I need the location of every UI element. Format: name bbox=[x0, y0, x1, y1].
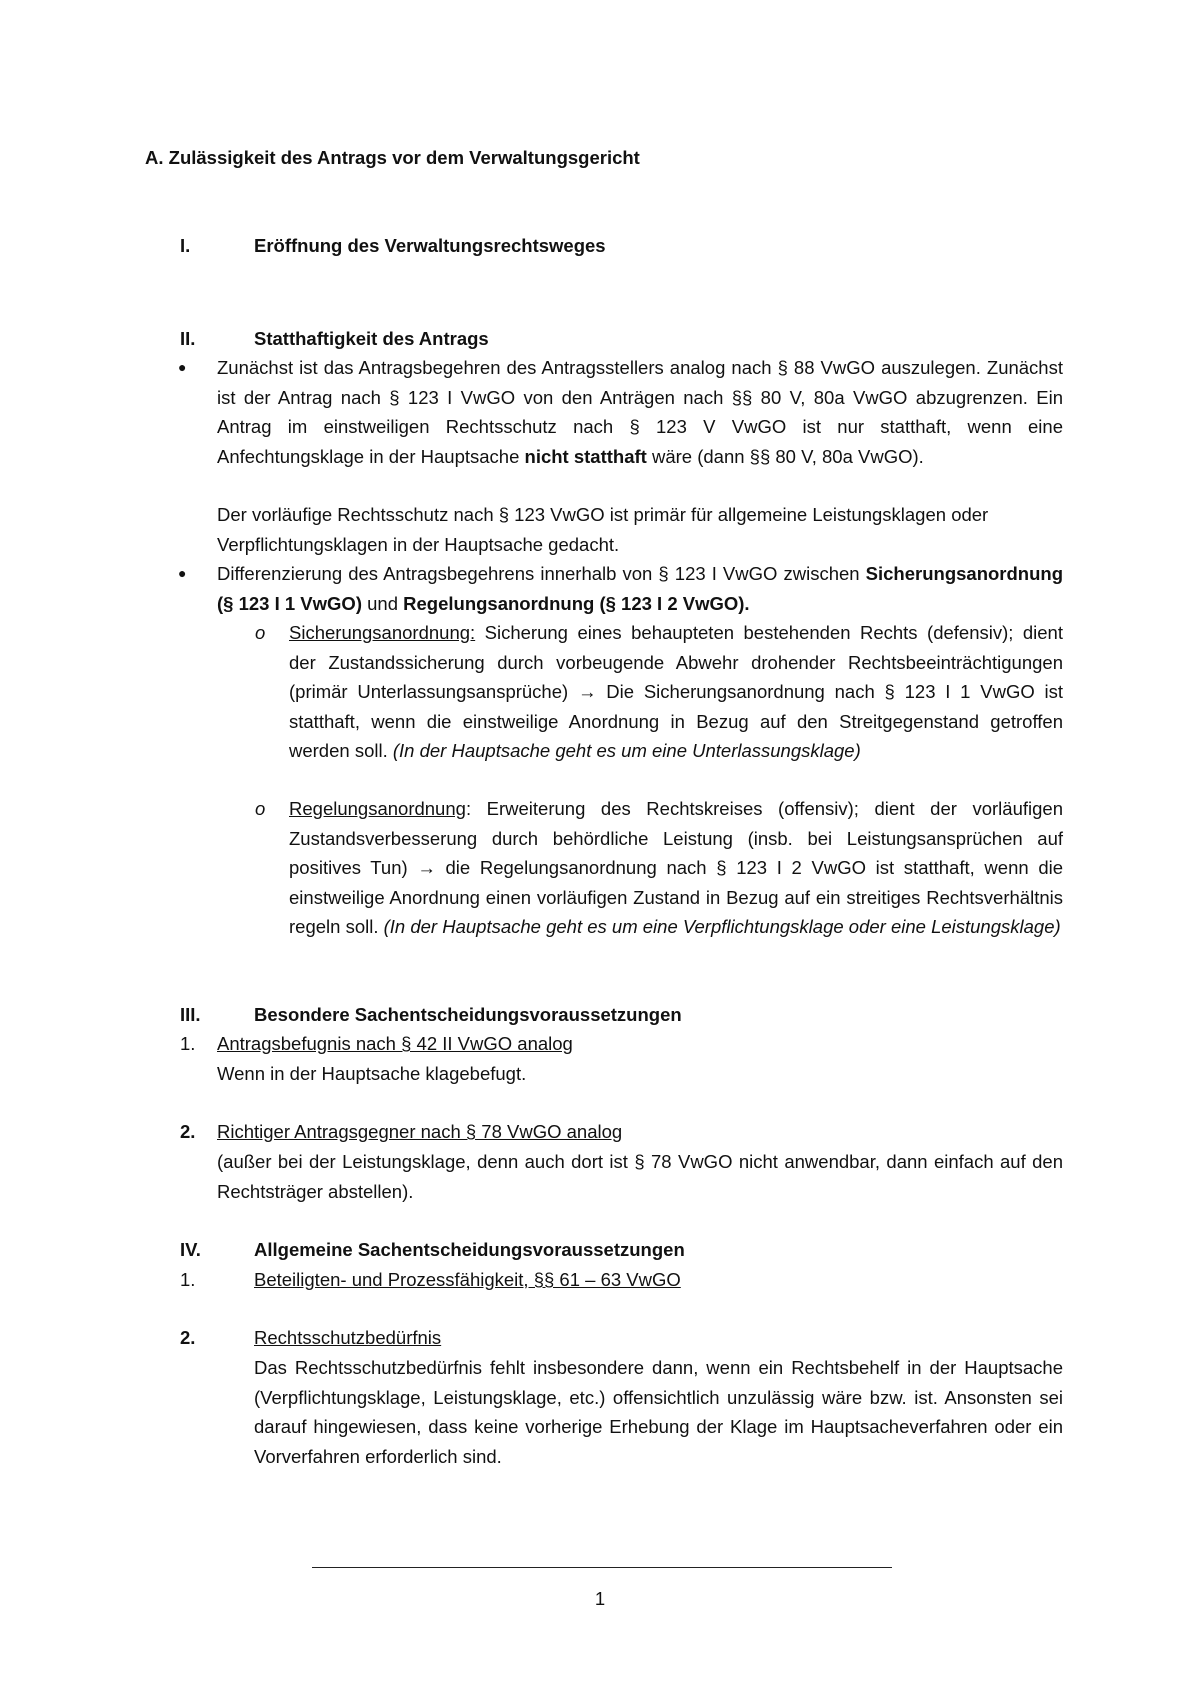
list-number: 1. bbox=[180, 1269, 196, 1290]
list-number: 2. bbox=[180, 1121, 196, 1142]
section-heading-2 bbox=[180, 324, 1080, 354]
italic-note: (In der Hauptsache geht es um eine Verpflichtungsklage oder eine Leistungsklage) bbox=[383, 916, 1061, 937]
italic-note: (In der Hauptsache geht es um eine Unterlassungsklage) bbox=[392, 740, 861, 761]
item-heading: Beteiligten- und Prozessfähigkeit, §§ 61 – 63 VwGO bbox=[254, 1269, 681, 1290]
sub-bullet-marker: o bbox=[255, 622, 266, 643]
bullet-icon: ● bbox=[178, 565, 187, 581]
arrow-icon: → bbox=[417, 857, 436, 878]
section-number: II. bbox=[180, 328, 196, 349]
section-title: Allgemeine Sachentscheidungsvoraussetzungen bbox=[254, 1239, 685, 1260]
bold-text: Sicherungsanordnung (§ 123 I 1 VwGO) bbox=[217, 563, 1063, 614]
sub-paragraph-sicherung bbox=[289, 618, 1063, 766]
item-text: (außer bei der Leistungsklage, denn auch dort ist § 78 VwGO nicht anwendbar, dann einfach auf den Rechtsträger abstellen). bbox=[217, 1151, 1063, 1202]
section-title: Besondere Sachentscheidungsvoraussetzungen bbox=[254, 1004, 682, 1025]
section-heading-4 bbox=[180, 1235, 1080, 1265]
term-label: Regelungsanordnung bbox=[289, 798, 466, 819]
page-title: A. Zulässigkeit des Antrags vor dem Verwaltungsgericht bbox=[145, 147, 640, 168]
text-run: und bbox=[367, 592, 398, 614]
bullet-paragraph-2 bbox=[217, 559, 1063, 618]
list-number: 2. bbox=[180, 1327, 196, 1348]
section-number: III. bbox=[180, 1004, 201, 1025]
item-heading: Rechtsschutzbedürfnis bbox=[254, 1327, 442, 1348]
text-run: : Erweiterung des Rechtskreises (offensiv); dient der vorläufigen Zustandsverbesserung durch behördliche Leistung (insb. bei Leistungsansprüchen auf positives Tun) bbox=[289, 798, 1063, 878]
bold-text: Regelungsanordnung (§ 123 I 2 VwGO). bbox=[403, 592, 750, 614]
text-run: Differenzierung des Antragsbegehrens innerhalb von § 123 I VwGO zwischen bbox=[217, 563, 860, 584]
section-heading-1 bbox=[180, 231, 1080, 261]
section-number: I. bbox=[180, 235, 191, 256]
section-number: IV. bbox=[180, 1239, 201, 1260]
paragraph-note: Der vorläufige Rechtsschutz nach § 123 VwGO ist primär für allgemeine Leistungsklagen oder Verpflichtungsklagen in der Hauptsache gedacht. bbox=[217, 504, 989, 555]
item-text: Das Rechtsschutzbedürfnis fehlt insbesondere dann, wenn ein Rechtsbehelf in der Hauptsache (Verpflichtungsklage, Leistungsklage, etc.) offensichtlich unzulässig wäre bzw. ist. Ansonsten sei darauf hingewiesen, dass keine vorherige Erhebung der Klage im Hauptsacheverfahren oder ein Vorverfahren erforderlich sind. bbox=[254, 1357, 1063, 1467]
sub-paragraph-regelung bbox=[289, 794, 1063, 942]
text-run: wäre (dann §§ 80 V, 80a VwGO). bbox=[651, 445, 924, 467]
text-run: Sicherung eines behaupteten bestehenden Rechts (defensiv); dient der Zustandssicherung durch vorbeugende Abwehr drohender Rechtsbeeinträchtigungen (primär Unterlassungsansprüche) bbox=[289, 622, 1063, 702]
list-number: 1. bbox=[180, 1033, 196, 1054]
section-heading-3 bbox=[180, 1000, 1080, 1030]
item-text: Wenn in der Hauptsache klagebefugt. bbox=[217, 1063, 527, 1084]
item-heading: Richtiger Antragsgegner nach § 78 VwGO analog bbox=[217, 1121, 623, 1142]
item-heading: Antragsbefugnis nach § 42 II VwGO analog bbox=[217, 1033, 573, 1054]
page-number: 1 bbox=[594, 1588, 606, 1609]
term-label: Sicherungsanordnung: bbox=[289, 622, 476, 643]
text-run: die Regelungsanordnung nach § 123 I 2 VwGO ist statthaft, wenn die einstweilige Anordnung einen vorläufigen Zustand in Bezug auf ein streitiges Rechtsverhältnis regeln soll. bbox=[289, 857, 1064, 937]
text-run: Die Sicherungsanordnung nach § 123 I 1 VwGO ist statthaft, wenn die einstweilige Anordnung in Bezug auf den Streitgegenstand getroffen werden soll. bbox=[289, 681, 1064, 761]
bold-text: nicht statthaft bbox=[524, 445, 647, 467]
bullet-icon: ● bbox=[178, 359, 187, 375]
footer-divider bbox=[312, 1567, 892, 1568]
text-run: Zunächst ist das Antragsbegehren des Antragsstellers analog nach § 88 VwGO auszulegen. Zunächst ist der Antrag nach § 123 I VwGO von den Anträgen nach §§ 80 V, 80a VwGO abzugrenzen. Ein Antrag im einstweiligen Rechtsschutz nach § 123 V VwGO ist nur statthaft, wenn eine Anfechtungsklage in der Hauptsache bbox=[217, 357, 1063, 467]
sub-bullet-marker: o bbox=[255, 798, 266, 819]
section-title: Eröffnung des Verwaltungsrechtsweges bbox=[254, 235, 606, 256]
section-title: Statthaftigkeit des Antrags bbox=[254, 328, 489, 349]
bullet-paragraph-1 bbox=[217, 353, 1063, 471]
arrow-icon: → bbox=[577, 681, 597, 702]
